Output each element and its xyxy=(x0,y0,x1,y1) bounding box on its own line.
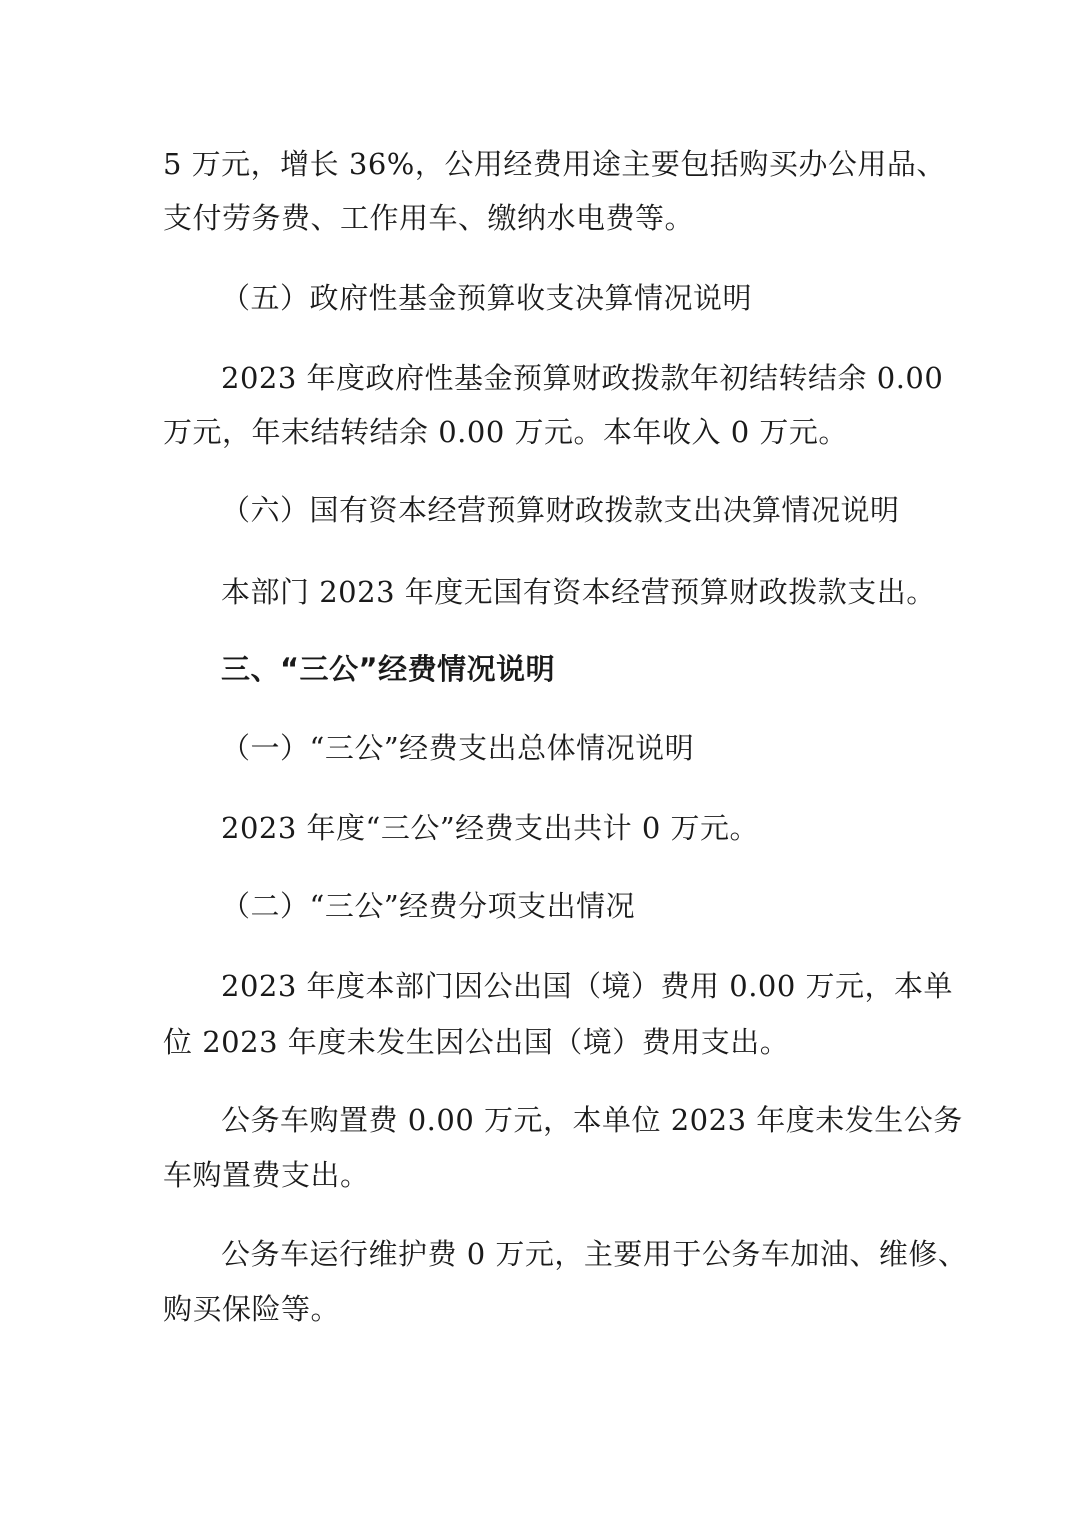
paragraph-line: 2023 年度本部门因公出国（境）费用 0.00 万元，本单 xyxy=(221,969,954,1003)
paragraph-line: 购买保险等。 xyxy=(163,1292,341,1326)
paragraph-line: 2023 年度政府性基金预算财政拨款年初结转结余 0.00 xyxy=(221,361,944,395)
section-heading: （六）国有资本经营预算财政拨款支出决算情况说明 xyxy=(221,493,900,527)
chapter-heading: 三、“三公”经费情况说明 xyxy=(221,652,556,686)
section-heading: （二）“三公”经费分项支出情况 xyxy=(221,889,636,923)
paragraph-line: 车购置费支出。 xyxy=(163,1158,370,1192)
paragraph-line: 2023 年度“三公”经费支出共计 0 万元。 xyxy=(221,811,760,845)
paragraph-line: 公务车购置费 0.00 万元，本单位 2023 年度未发生公务 xyxy=(221,1103,963,1137)
section-heading: （一）“三公”经费支出总体情况说明 xyxy=(221,731,695,765)
paragraph-line: 位 2023 年度未发生因公出国（境）费用支出。 xyxy=(163,1025,790,1059)
paragraph-line: 5 万元，增长 36%，公用经费用途主要包括购买办公用品、 xyxy=(163,147,946,181)
paragraph-line: 公务车运行维护费 0 万元，主要用于公务车加油、维修、 xyxy=(221,1237,968,1271)
section-heading: （五）政府性基金预算收支决算情况说明 xyxy=(221,281,753,315)
paragraph-line: 支付劳务费、工作用车、缴纳水电费等。 xyxy=(163,201,695,235)
paragraph-line: 本部门 2023 年度无国有资本经营预算财政拨款支出。 xyxy=(221,575,936,609)
paragraph-line: 万元，年末结转结余 0.00 万元。本年收入 0 万元。 xyxy=(163,415,848,449)
